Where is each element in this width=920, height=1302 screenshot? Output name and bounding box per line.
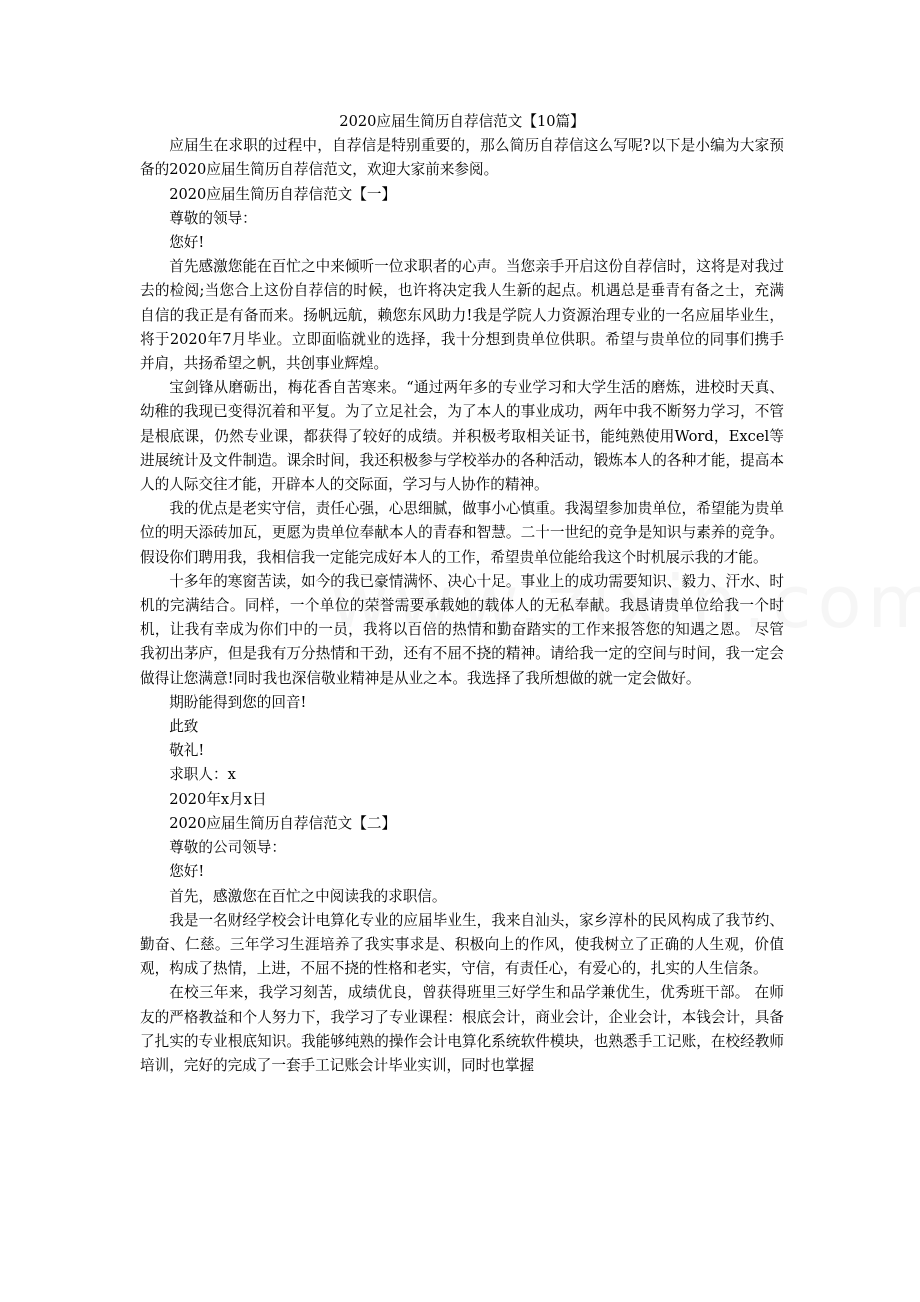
letter1-signature: 求职人：x	[169, 766, 236, 784]
letter1-greeting: 您好!	[169, 234, 205, 252]
letter1-closing-1: 期盼能得到您的回音!	[169, 693, 307, 711]
document-body	[140, 110, 784, 1078]
intro-paragraph: 应届生在求职的过程中，自荐信是特别重要的，那么简历自荐信这么写呢?以下是小编为大家预备的2020应届生简历自荐信范文，欢迎大家前来参阅。	[140, 137, 784, 179]
letter1-paragraph-1: 首先感激您能在百忙之中来倾听一位求职者的心声。当您亲手开启这份自荐信时，这将是对我过去的检阅;当您合上这份自荐信的时候，也许将决定我人生新的起点。机遇总是垂青有备之士，充满自信的我正是有备而来。扬帆远航，赖您东风助力!我是学院人力资源治理专业的一名应届毕业生，将于2020年7月毕业。立即面临就业的选择，我十分想到贵单位供职。希望与贵单位的同事们携手并肩，共扬希望之帆，共创事业辉煌。	[140, 258, 784, 373]
document-title: 2020应届生简历自荐信范文【10篇】	[339, 113, 585, 130]
letter2-paragraph-3: 在校三年来，我学习刻苦，成绩优良，曾获得班里三好学生和品学兼优生，优秀班干部。 在师友的严格教益和个人努力下，我学习了专业课程：根底会计，商业会计，企业会计，本钱会计，具备了扎实的专业根底知识。我能够纯熟的操作会计电算化系统软件模块，也熟悉手工记账，在校经教师培训，完好的完成了一套手工记账会计毕业实训，同时也掌握	[140, 984, 784, 1074]
letter1-paragraph-3: 我的优点是老实守信，责任心强，心思细腻，做事小心慎重。我渴望参加贵单位，希望能为贵单位的明天添砖加瓦，更愿为贵单位奉献本人的青春和智慧。二十一世纪的竞争是知识与素养的竞争。假设你们聘用我，我相信我一定能完成好本人的工作，希望贵单位能给我这个时机展示我的才能。	[140, 500, 784, 566]
letter1-date: 2020年x月x日	[169, 790, 267, 808]
letter1-closing-3: 敬礼!	[169, 742, 205, 760]
letter2-salutation: 尊敬的公司领导：	[169, 839, 286, 857]
letter1-salutation: 尊敬的领导：	[169, 209, 257, 227]
letter1-paragraph-4: 十多年的寒窗苦读，如今的我已豪情满怀、决心十足。事业上的成功需要知识、毅力、汗水、时机的完满结合。同样，一个单位的荣誉需要承载她的载体人的无私奉献。我恳请贵单位给我一个时机，让我有幸成为你们中的一员，我将以百倍的热情和勤奋踏实的工作来报答您的知遇之恩。 尽管我初出茅庐，但是我有万分热情和干劲，还有不屈不挠的精神。请给我一定的空间与时间，我一定会做得让您满意!同时我也深信敬业精神是从业之本。我选择了我所想做的就一定会做好。	[140, 572, 784, 687]
letter2-paragraph-1: 首先，感激您在百忙之中阅读我的求职信。	[169, 887, 447, 905]
letter2-greeting: 您好!	[169, 863, 205, 881]
letter1-closing-2: 此致	[169, 718, 199, 736]
letter1-paragraph-2: 宝剑锋从磨砺出，梅花香自苦寒来。“通过两年多的专业学习和大学生活的磨炼，进校时天真、幼稚的我现已变得沉着和平复。为了立足社会，为了本人的事业成功，两年中我不断努力学习，不管是根底课，仍然专业课，都获得了较好的成绩。并积极考取相关证书，能纯熟使用Word，Excel等进展统计及文件制造。课余时间，我还积极参与学校举办的各种活动，锻炼本人的各种才能，提高本人的人际交往才能，开辟本人的交际面，学习与人协作的精神。	[140, 379, 784, 494]
letter2-heading: 2020应届生简历自荐信范文【二】	[169, 814, 397, 832]
letter2-paragraph-2: 我是一名财经学校会计电算化专业的应届毕业生，我来自汕头，家乡淳朴的民风构成了我节约、勤奋、仁慈。三年学习生涯培养了我实事求是、积极向上的作风，使我树立了正确的人生观，价值观，构成了热情，上进，不屈不挠的性格和老实，守信，有责任心，有爱心的，扎实的人生信条。	[140, 911, 784, 978]
letter1-heading: 2020应届生简历自荐信范文【一】	[169, 185, 397, 203]
